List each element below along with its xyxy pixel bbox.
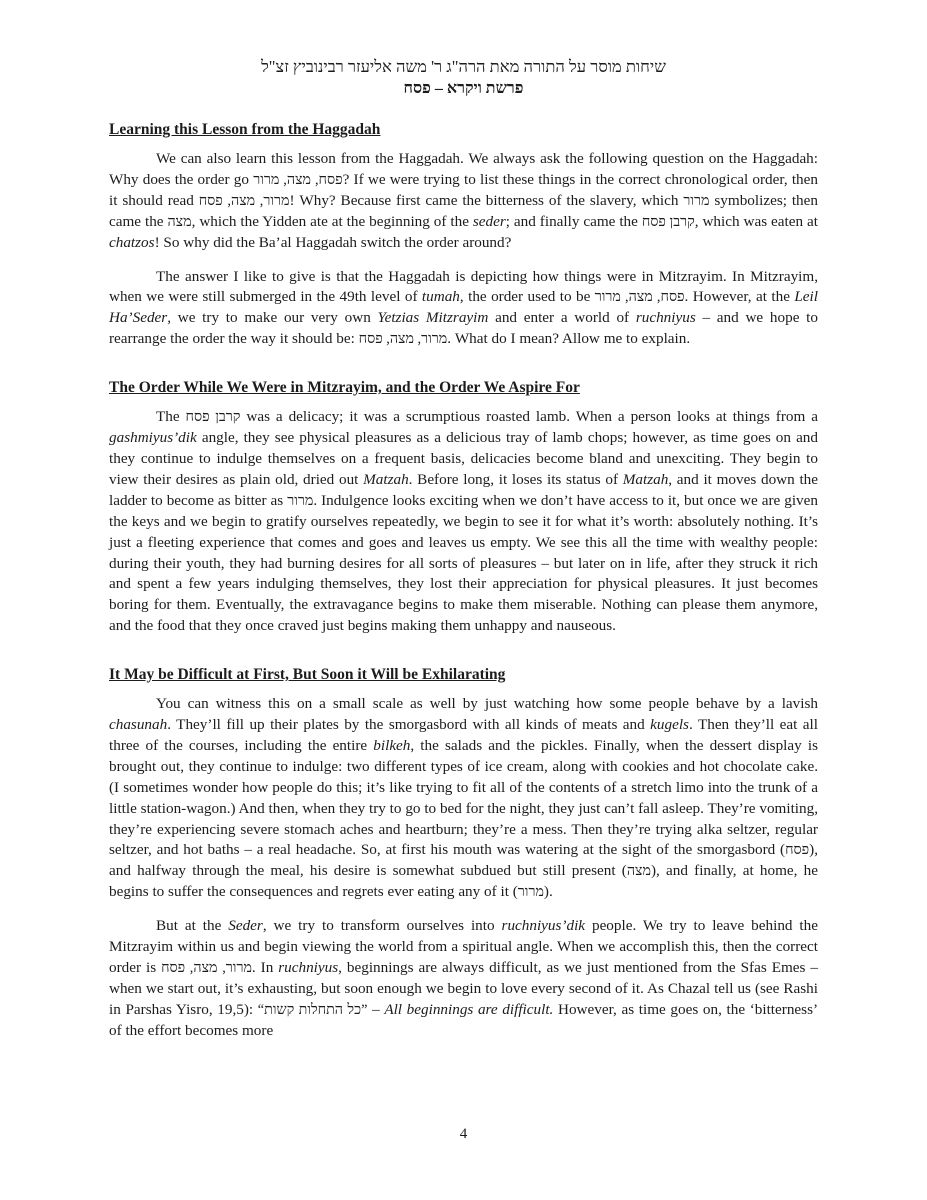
text-run: . In [251,959,279,976]
paragraph [109,149,818,254]
text-run: was a delicacy; it was a scrumptious roasted lamb. When a person looks at things from a [240,408,818,426]
hebrew-text: פסח [785,842,810,859]
paragraph [109,407,818,637]
text-run: , beginnings are always difficult, as we just mentioned from the Sfas Emes – when we start out, it’s exhausting, but soon enough we begin to love every second of it. As Chazal tell us (see Rashi in Parshas Yisro, 19,5): [109,959,818,1018]
text-run: ). [543,883,553,901]
text-run: ; and finally came the [505,212,642,230]
italic-term: gashmiyus’dik [109,429,197,447]
page-footer [0,1126,927,1143]
section [109,378,818,637]
italic-term: Yetzias Mitzrayim [377,309,489,327]
hebrew-text: קרבן פסח [641,213,695,230]
italic-term: All beginnings are difficult. [384,1000,554,1018]
italic-term: Matzah [363,470,409,488]
section [109,120,818,350]
hebrew-text: מרור, מצה, פסח [198,192,290,209]
italic-term: ruchniyus [635,309,696,327]
hebrew-text: מרור [517,884,544,901]
text-run: You can witness this on a small scale as well by just watching how some people behave by a lavish [156,695,818,713]
text-run: ! So why did the Ba’al Haggadah switch the order around? [154,233,512,251]
text-run: – and we hope to rearrange the order the way it should be: [109,309,818,348]
italic-term: chasunah [109,716,168,734]
paragraph [109,267,818,351]
section-heading: Learning this Lesson from the Haggadah [109,121,381,138]
text-run: . However, at the [684,288,795,306]
paragraph [109,916,818,1041]
italic-term: kugels [650,716,689,734]
italic-term: chatzos [109,233,155,251]
text-run: ? If we were trying to list these things in the correct chronological order, then it should read [109,170,818,209]
text-run: . Then they’ll eat all three of the courses, including the entire [109,716,818,754]
hebrew-text: “כל התחלות קשות” [257,1001,368,1018]
text-run: . They’ll fill up their plates by the smorgasbord with all kinds of meats and [167,716,651,734]
italic-term: Leil Ha’Seder [109,288,818,327]
italic-term: ruchniyus [278,959,339,976]
italic-term: Seder [228,917,263,935]
hebrew-text: מצה [167,213,192,230]
section-heading: It May be Difficult at First, But Soon it Will be Exhilarating [109,666,506,684]
text-run: We can also learn this lesson from the Haggadah. We always ask the following question on the Haggadah: Why does the order go [109,150,818,188]
text-run: But at the [156,917,229,935]
text-run: However, as time goes on, the ‘bitterness’ of the effort becomes more [109,1000,819,1039]
text-run: , and it moves down the ladder to become as bitter as [109,470,818,509]
text-run: and enter a world of [488,309,636,327]
hebrew-text: מרור [683,192,710,209]
text-run: , which the Yidden ate at the beginning of the [191,212,473,230]
text-run: . Indulgence looks exciting when we don’t have access to it, but once we are given the keys and we begin to gratify ourselves repeatedly, we begin to see it for what it’s worth: absolutely nothing. It’s just a fleeting experience that comes and goes and leaves us empty. We see this all the time with wealthy people: during their youth, they had burning desires for all sorts of pleasures – but later on in life, after they struck it rich and spent a few years indulging themselves, they lost their appreciation for physical pleasures. It just becomes boring for them. Eventually, the extravagance begins to make them miserable. Nothing can please them anymore, and the food that they once craved just begins making them unhappy and nauseous. [109,491,818,635]
section [109,665,818,1042]
hebrew-text: מרור [287,492,314,509]
section-heading: The Order While We Were in Mitzrayim, and the Order We Aspire For [109,379,580,397]
text-run: ), and finally, at home, he begins to suffer the consequences and regrets ever eating any of it ( [109,862,818,901]
italic-term: tumah [421,288,460,306]
hebrew-text: מצה [626,863,651,880]
text-run: . Before long, it loses its status of [408,470,623,488]
text-run: – [367,1000,385,1018]
italic-term: seder [472,212,506,230]
text-run: , the order used to be [459,288,595,306]
text-run: , we try to make our very own [167,309,378,327]
text-run: , which was eaten at [694,212,818,230]
page-number: 4 [459,1126,468,1142]
hebrew-text: קרבן פסח [185,409,241,426]
text-run: people. We try to leave behind the Mitzrayim within us and begin viewing the world from a spiritual angle. When we accomplish this, then the correct order is [109,917,818,976]
text-run: ! Why? Because first came the bitterness of the slavery, which [289,191,684,209]
text-run: , we try to transform ourselves into [262,917,502,935]
text-run: symbolizes; then came the [109,191,818,230]
italic-term: ruchniyus’dik [501,917,586,935]
hebrew-text: מרור, מצה, פסח [358,331,448,348]
text-run: . What do I mean? Allow me to explain. [447,330,691,348]
text-run: The answer I like to give is that the Haggadah is depicting how things were in Mitzrayim. In Mitzrayim, when we were still submerged in the 49th level of [109,267,818,306]
italic-term: bilkeh [373,736,411,754]
italic-term: Matzah [622,470,669,488]
hebrew-text: פסח, מצה, מרור [253,171,343,188]
hebrew-text: פסח, מצה, מרור [594,289,685,306]
text-run: ), and halfway through the meal, his desire is somewhat subdued but still present ( [109,841,818,880]
text-run: The [156,408,186,426]
text-run: angle, they see physical pleasures as a delicious tray of lamb chops; however, as time goes on and they continue to indulge themselves on a frequent basis, delicacies become bland and unexciting. They begin to view their desires as plain old, dried out [109,429,818,488]
hebrew-title-line: שיחות מוסר על התורה מאת הרה"ג ר' משה אליעזר רבינוביץ זצ"ל [261,57,666,76]
text-run: , the salads and the pickles. Finally, when the dessert display is brought out, they continue to indulge: two different types of ice cream, along with cookies and hot chocolate cake. (I sometimes wonder how people do this; it’s like trying to fit all of the contents of a stretch limo into the trunk of a little station-wagon.) And then, when they try to go to bed for the night, they just can’t fall asleep. They’re vomiting, they’re experiencing severe stomach aches and heartburn; they’re a mess. Then they’re trying alka seltzer, regular seltzer, and hot baths – a real headache. So, at first his mouth was watering at the sight of the smorgasbord ( [109,736,818,859]
paragraph [109,694,818,903]
hebrew-subtitle-line: פרשת ויקרא – פסח [403,80,524,97]
document-body [109,120,818,1042]
document-header [109,56,818,99]
hebrew-text: מרור, מצה, פסח [161,960,252,976]
